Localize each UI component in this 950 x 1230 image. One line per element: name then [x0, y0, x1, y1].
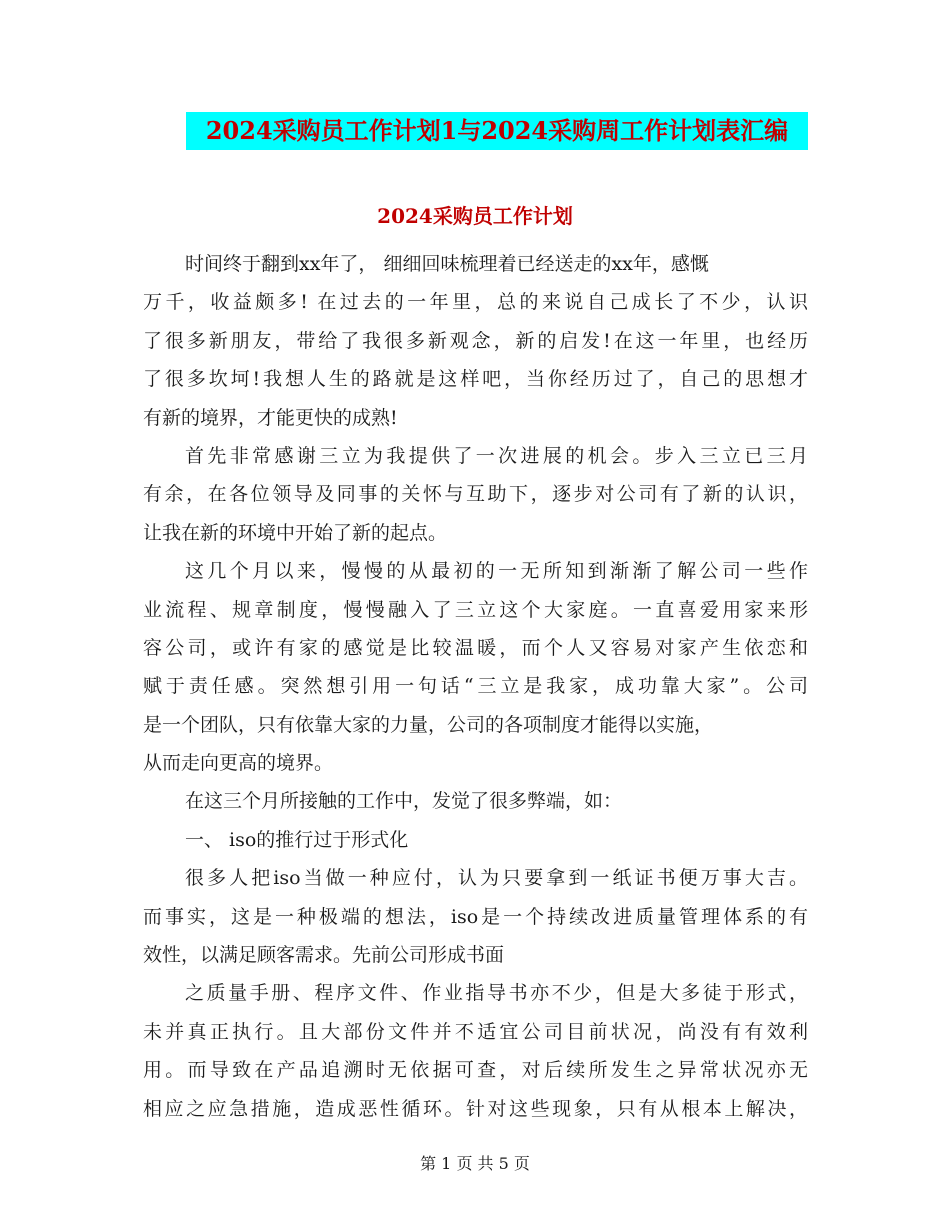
text-line: 有余，在各位领导及同事的关怀与互助下，逐步对公司有了新的认识， — [143, 483, 808, 506]
text-line: 业流程、规章制度，慢慢融入了三立这个大家庭。一直喜爱用家来形 — [143, 598, 808, 621]
text-line: 从而走向更高的境界。 — [143, 752, 334, 775]
page-footer: 第 1 页 共 5 页 — [420, 1154, 530, 1173]
text-line: 效性，以满足顾客需求。先前公司形成书面 — [143, 944, 505, 967]
text-line: 时间终于翻到xx年了， 细细回味梳理着已经送走的xx年，感慨 — [185, 253, 709, 275]
text-line: 赋于责任感。突然想引用一句话“三立是我家，成功靠大家”。公司 — [143, 675, 808, 698]
text-line: 未并真正执行。且大部份文件并不适宜公司目前状况，尚没有有效利 — [143, 1020, 808, 1043]
document-title: 2024采购员工作计划1与2024采购周工作计划表汇编 — [186, 112, 808, 150]
text-line: 用。而导致在产品追溯时无依据可查，对后续所发生之异常状况亦无 — [143, 1059, 808, 1082]
text-line: 是一个团队，只有依靠大家的力量，公司的各项制度才能得以实施， — [143, 713, 714, 736]
section-title: 2024采购员工作计划 — [377, 204, 573, 228]
text-line: 而事实，这是一种极端的想法，iso是一个持续改进质量管理体系的有 — [143, 905, 808, 928]
text-line: 这几个月以来，慢慢的从最初的一无所知到渐渐了解公司一些作 — [185, 560, 808, 583]
text-line: 相应之应急措施，造成恶性循环。针对这些现象，只有从根本上解决， — [143, 1097, 808, 1120]
text-line: 了很多新朋友，带给了我很多新观念，新的启发!在这一年里，也经历 — [143, 329, 808, 352]
text-line: 很多人把iso当做一种应付，认为只要拿到一纸证书便万事大吉。 — [185, 867, 808, 890]
document-body — [143, 245, 808, 1128]
text-line: 万千，收益颇多! 在过去的一年里，总的来说自己成长了不少，认识 — [143, 291, 808, 314]
text-line: 让我在新的环境中开始了新的起点。 — [143, 521, 448, 544]
text-line: 在这三个月所接触的工作中，发觉了很多弊端，如： — [185, 790, 623, 813]
text-line: 了很多坎坷!我想人生的路就是这样吧，当你经历过了，自己的思想才 — [143, 368, 808, 391]
text-line: 首先非常感谢三立为我提供了一次进展的机会。步入三立已三月 — [185, 444, 808, 467]
text-line: 之质量手册、程序文件、作业指导书亦不少，但是大多徒于形式， — [185, 982, 808, 1005]
text-line: 容公司，或许有家的感觉是比较温暖，而个人又容易对家产生依恋和 — [143, 636, 808, 659]
text-line: 有新的境界，才能更快的成熟! — [143, 406, 398, 429]
text-line: 一、 iso的推行过于形式化 — [185, 828, 409, 851]
